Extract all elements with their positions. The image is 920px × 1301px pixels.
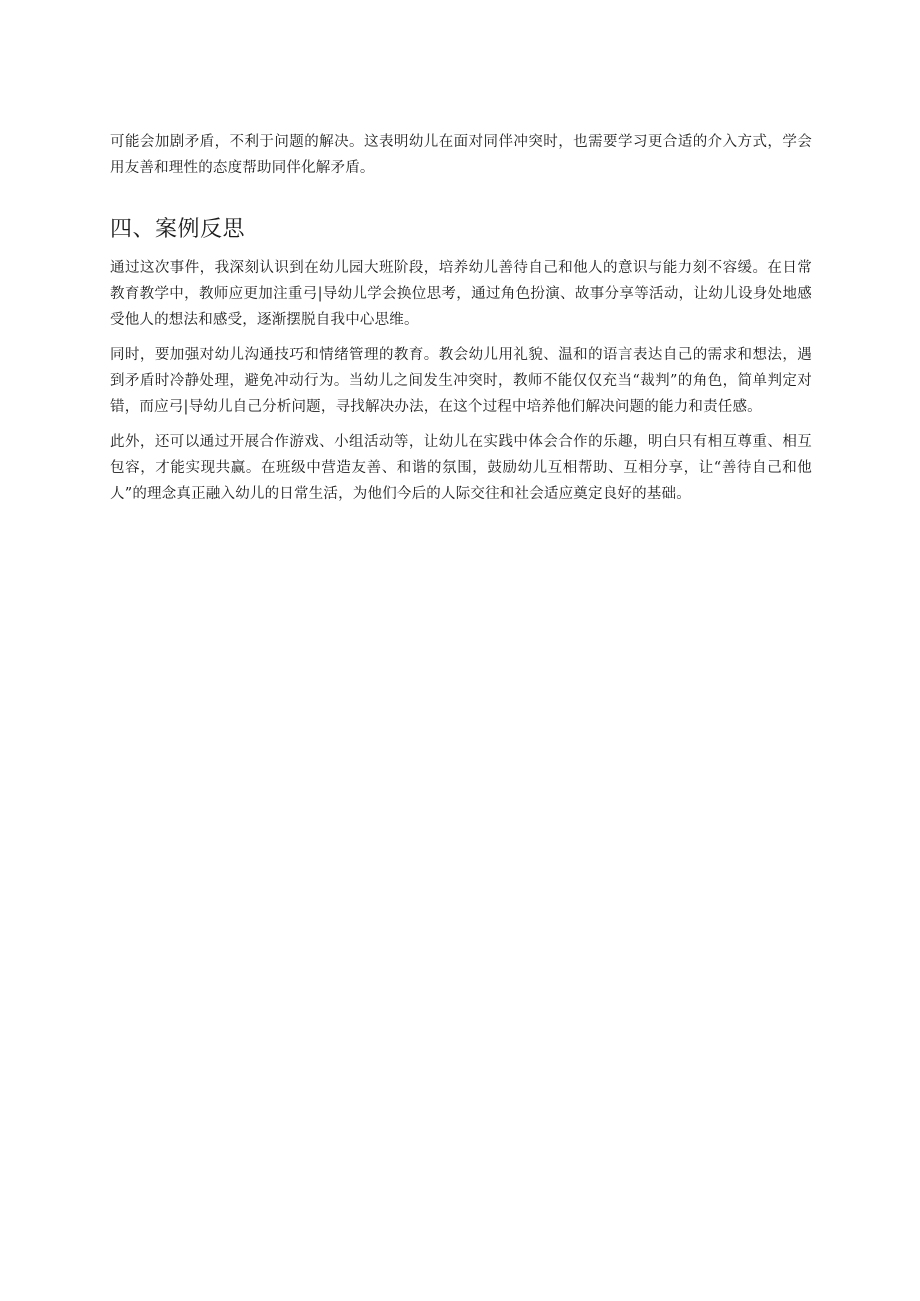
section-heading: 四、案例反思 — [110, 217, 246, 242]
reflection-paragraph-2: 同时，要加强对幼儿沟通技巧和情绪管理的教育。教会幼儿用礼貌、温和的语言表达自己的需求和想法，遇到矛盾时冷静处理，避免冲动行为。当幼儿之间发生冲突时，教师不能仅仅充当“裁判”的角色，简单判定对错，而应弓|导幼儿自己分析问题，寻找解决办法，在这个过程中培养他们解决问题的能力和责任感。 — [110, 347, 812, 415]
intro-paragraph: 可能会加剧矛盾，不利于问题的解决。这表明幼儿在面对同伴冲突时，也需要学习更合适的介入方式，学会用友善和理性的态度帮助同伴化解矛盾。 — [110, 134, 812, 176]
document-body — [110, 129, 812, 507]
reflection-paragraph-3: 此外，还可以通过开展合作游戏、小组活动等，让幼儿在实践中体会合作的乐趣，明白只有相互尊重、相互包容，才能实现共赢。在班级中营造友善、和谐的氛围，鼓励幼儿互相帮助、互相分享，让“善待自己和他人”的理念真正融入幼儿的日常生活，为他们今后的人际交往和社会适应奠定良好的基础。 — [110, 434, 812, 502]
reflection-paragraph-1: 通过这次事件，我深刻认识到在幼儿园大班阶段，培养幼儿善待自己和他人的意识与能力刻不容缓。在日常教育教学中，教师应更加注重弓|导幼儿学会换位思考，通过角色扮演、故事分享等活动，让幼儿设身处地感受他人的想法和感受，逐渐摆脱自我中心思维。 — [110, 260, 812, 328]
